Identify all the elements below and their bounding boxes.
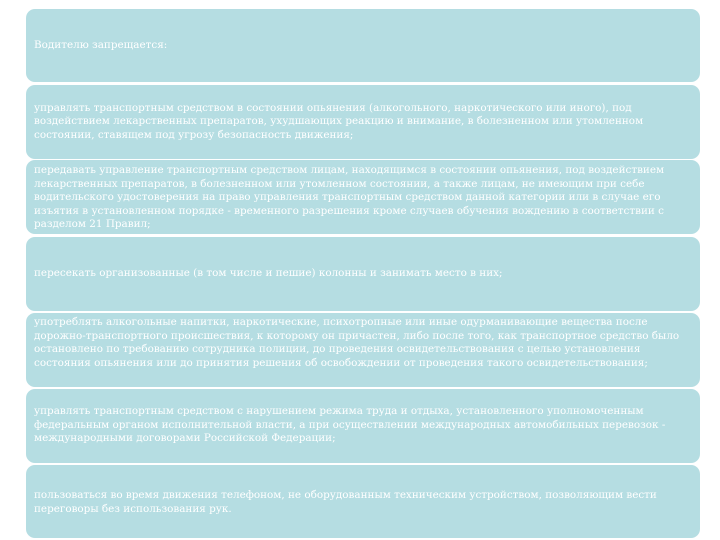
rule-block-6: [26, 465, 700, 538]
rule-text-3: пересекать организованные (в том числе и пешие) колонны и занимать место в них;: [34, 267, 503, 280]
rule-text-1: управлять транспортным средством в состоянии опьянения (алкогольного, наркотического или иного), под воздействием лекарственных препаратов, ухудшающих реакцию и внимание, в болезненном или утомленном состоянии, ставящем под угрозу безопасность движения;: [34, 101, 644, 141]
rule-text-4: употреблять алкогольные напитки, наркотические, психотропные или иные одурманивающие вещества после дорожно-транспортного происшествия, к которому он причастен, либо после того, как транспортное средство было остановлено по требованию сотрудника полиции, до проведения освидетельствования с целью установления состояния опьянения или до принятия решения об освобождении от проведения такого освидетельствования;: [34, 316, 680, 369]
rule-block-3: [26, 237, 700, 311]
rule-block-5: [26, 389, 700, 463]
heading-text: Водителю запрещается:: [34, 38, 168, 51]
rule-text-6: пользоваться во время движения телефоном, не оборудованным техническим устройством, позволяющим вести переговоры без использования рук.: [34, 488, 657, 515]
rule-block-4: [26, 313, 700, 387]
rule-block-2: [26, 160, 700, 234]
rule-text-5: управлять транспортным средством с нарушением режима труда и отдыха, установленного уполномоченным федеральным органом исполнительной власти, а при осуществлении международных автомобильных перевозок - международными договорами Российской Федерации;: [34, 405, 666, 445]
rule-block-1: [26, 85, 700, 159]
rule-text-2: передавать управление транспортным средством лицам, находящимся в состоянии опьянения, под воздействием лекарственных препаратов, в болезненном или утомленном состоянии, а также лицам, не имеющим при себе водительского удостоверения на право управления транспортным средством данной категории или в случае его изъятия в установленном порядке - временного разрешения кроме случаев обучения вождению в соответствии с разделом 21 Правил;: [34, 164, 665, 231]
heading-block: [26, 9, 700, 82]
